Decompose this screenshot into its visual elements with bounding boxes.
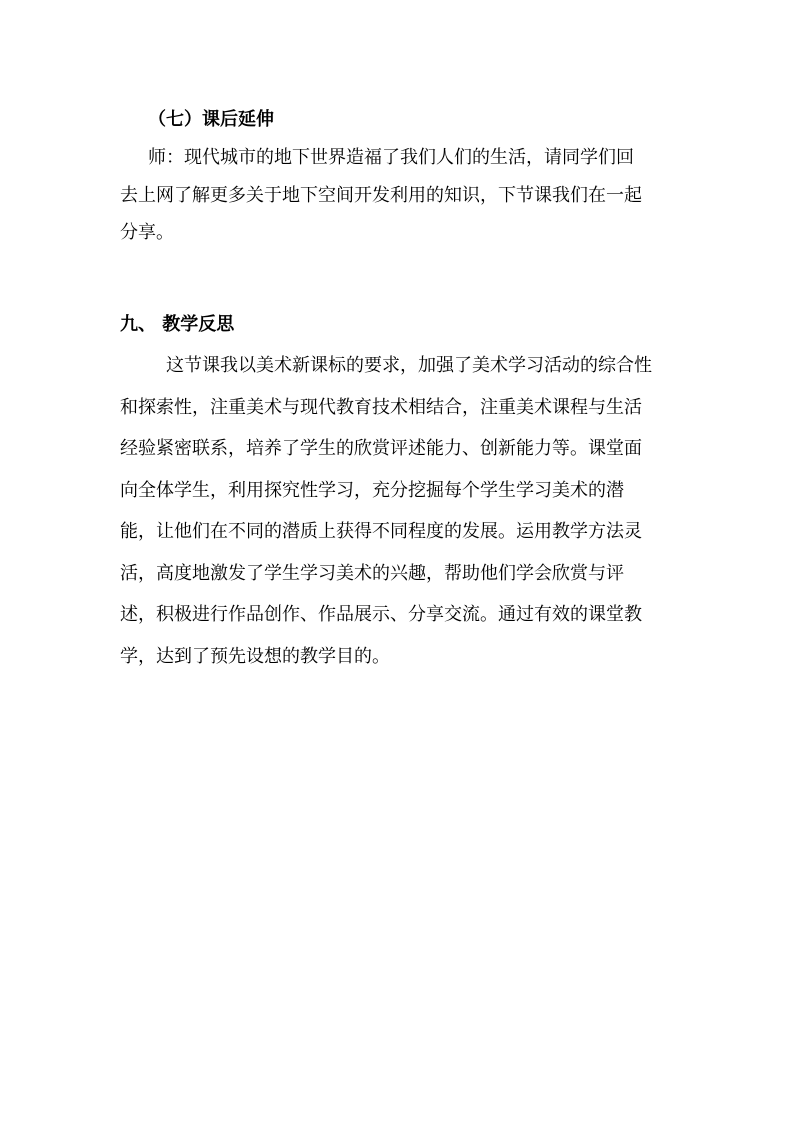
section-9-line-1: 这节课我以美术新课标的要求，加强了美术学习活动的综合性 <box>166 355 652 376</box>
section-9-line-5: 能，让他们在不同的潜质上获得不同程度的发展。运用教学方法灵 <box>120 521 642 542</box>
section-9-line-7: 述，积极进行作品创作、作品展示、分享交流。通过有效的课堂教 <box>120 604 642 625</box>
section-9-line-6: 活，高度地激发了学生学习美术的兴趣，帮助他们学会欣赏与评 <box>120 563 624 584</box>
section-7-line-1: 师：现代城市的地下世界造福了我们人们的生活，请同学们回 <box>148 147 634 168</box>
section-9-line-8: 学，达到了预先设想的教学目的。 <box>120 646 390 667</box>
section-7-heading: （七）课后延伸 <box>148 109 274 130</box>
section-9-line-3: 经验紧密联系，培养了学生的欣赏评述能力、创新能力等。课堂面 <box>120 438 642 459</box>
section-7-line-2: 去上网了解更多关于地下空间开发利用的知识，下节课我们在一起 <box>120 185 642 206</box>
section-9-line-2: 和探索性，注重美术与现代教育技术相结合，注重美术课程与生活 <box>120 397 642 418</box>
section-7-line-3: 分享。 <box>120 222 174 243</box>
section-9-heading: 九、 教学反思 <box>120 314 235 335</box>
section-9-line-4: 向全体学生，利用探究性学习，充分挖掘每个学生学习美术的潜 <box>120 480 624 501</box>
